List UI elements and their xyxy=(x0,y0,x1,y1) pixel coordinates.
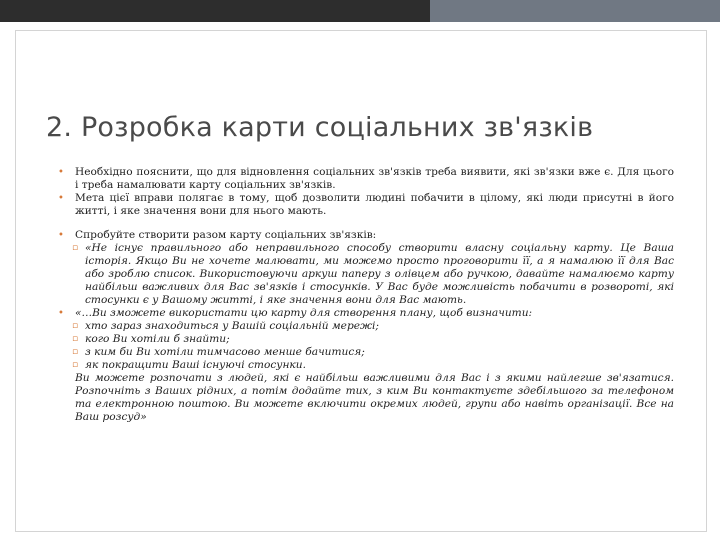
sub-bullet-text: як покращити Ваші існуючі стосунки. xyxy=(85,359,306,371)
sub-bullet-item xyxy=(58,333,674,346)
bullet-text: Спробуйте створити разом карту соціальних зв'язків: xyxy=(75,229,377,241)
bullet-item xyxy=(58,192,674,218)
bullet-text: Мета цієї вправи полягає в тому, щоб дозволити людині побачити в цілому, які люди присутні в його житті, і яке значення вони для нього мають. xyxy=(75,192,674,217)
sub-bullet-item xyxy=(58,242,674,307)
sub-bullet-text: хто зараз знаходиться у Вашій соціальній мережі; xyxy=(85,320,379,332)
slide-content xyxy=(58,166,674,424)
bullet-marker: • xyxy=(58,230,64,241)
sub-bullet-text: кого Ви хотіли б знайти; xyxy=(85,333,230,345)
sub-bullet-marker: ▫ xyxy=(72,347,79,357)
closing-paragraph: Ви можете розпочати з людей, які є найбільш важливими для Вас і з якими найлегше зв'язатися. Розпочніть з Ваших рідних, а потім додайте тих, з ким Ви контактуєте здебільшого за телефоном та електронною поштою. Ви можете включити окремих людей, групи або навіть організації. Все на Ваш розсуд» xyxy=(75,372,674,423)
top-bar-accent xyxy=(430,0,720,22)
bullet-marker: • xyxy=(58,167,64,178)
bullet-text: «…Ви зможете використати цю карту для створення плану, щоб визначити: xyxy=(75,307,533,319)
quote-text: «Не існує правильного або неправильного способу створити власну соціальну карту. Це Ваша історія. Якщо Ви не хочете малювати, ми можемо просто проговорити її, а я намалюю її для Вас або зроблю список. Використовуючи аркуш паперу з олівцем або ручкою, давайте намалюємо карту найбільш важливих для Вас зв'язків і стосунків. У Вас буде можливість побачити в розвороті, які стосунки є у Вашому житті, і яке значення вони для Вас мають. xyxy=(85,242,674,306)
sub-bullet-marker: ▫ xyxy=(72,334,79,344)
bullet-item xyxy=(58,307,674,320)
sub-bullet-item xyxy=(58,346,674,359)
sub-bullet-marker: ▫ xyxy=(72,243,79,253)
bullet-text: Необхідно пояснити, що для відновлення соціальних зв'язків треба виявити, які зв'язки вже є. Для цього і треба намалювати карту соціальних зв'язків. xyxy=(75,166,674,191)
sub-bullet-marker: ▫ xyxy=(72,321,79,331)
sub-bullet-marker: ▫ xyxy=(72,360,79,370)
bullet-marker: • xyxy=(58,308,64,319)
bullet-marker: • xyxy=(58,193,64,204)
slide-title: 2. Розробка карти соціальних зв'язків xyxy=(46,112,594,143)
sub-bullet-item xyxy=(58,320,674,333)
bullet-item xyxy=(58,166,674,192)
sub-bullet-text: з ким би Ви хотіли тимчасово менше бачитися; xyxy=(85,346,365,358)
bullet-item xyxy=(58,229,674,242)
sub-bullet-item xyxy=(58,359,674,372)
